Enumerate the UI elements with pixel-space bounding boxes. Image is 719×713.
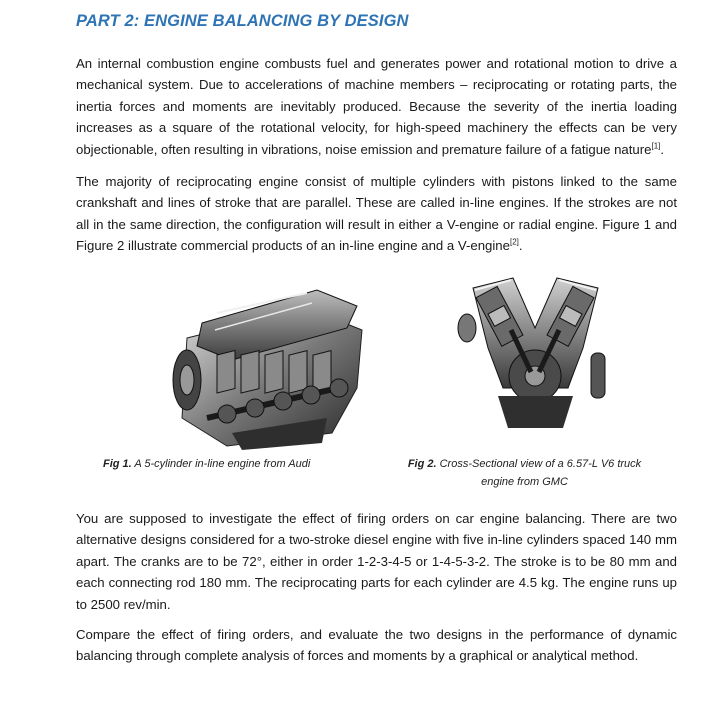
figure-2-label: Fig 2. [407,458,437,470]
engine-types-end: . [518,238,523,254]
intro-paragraph [76,53,677,160]
intro-end: . [660,141,665,157]
task-paragraph: You are supposed to investigate the effect of firing orders on car engine balancing. There are two alternative designs considered for a two-stroke diesel engine with five in-line cylinders spaced 140 mm apart. The cranks are to be 72°, either in order 1-2-3-4-5 or 1-4-5-3-2. The stroke is to be 80 mm and each connecting rod 180 mm. The reciprocating parts for each cylinder are 4.5 kg. The engine runs up to 2500 rev/min. [76,511,677,612]
engine-types-paragraph [76,171,677,257]
inline-engine-illustration [157,268,380,450]
instruction-paragraph: Compare the effect of firing orders, and evaluate the two designs in the performance of dynamic balancing through complete analysis of forces and moments by a graphical or analytical method. [76,627,677,664]
reference-1[interactable]: [1] [651,141,661,151]
page-heading: PART 2: ENGINE BALANCING BY DESIGN [76,12,409,30]
figure-2-caption [392,455,657,491]
figure-1-caption [103,455,363,473]
reference-2[interactable]: [2] [509,237,519,247]
figure-1-label: Fig 1. [103,458,132,470]
figure-inline-engine-image [157,268,380,450]
figure-1-caption-text: A 5-cylinder in-line engine from Audi [134,458,311,470]
engine-types-text: The majority of reciprocating engine consist of multiple cylinders with pistons linked to the same crankshaft and lines of stroke that are parallel. These are called in-line engines. If the strokes are not all in the same direction, the configuration will result in either a V-engine or radial engine. Figure 1 and Figure 2 illustrate commercial products of an in-line engine and a V-engine [76,174,677,254]
intro-text: An internal combustion engine combusts fuel and generates power and rotational motion to drive a mechanical system. Due to accelerations of machine members – reciprocating or rotating parts, the inertia forces and moments are inevitably produced. Because the severity of the inertia loading increases as a square of the rotational velocity, for high-speed machinery the effects can be very objectionable, often resulting in vibrations, noise emission and premature failure of a fatigue nature [76,56,677,157]
v6-engine-illustration [453,268,618,436]
figure-v6-engine-image [453,268,618,436]
figure-2-caption-text: Cross-Sectional view of a 6.57-L V6 truck engine from GMC [439,458,642,488]
